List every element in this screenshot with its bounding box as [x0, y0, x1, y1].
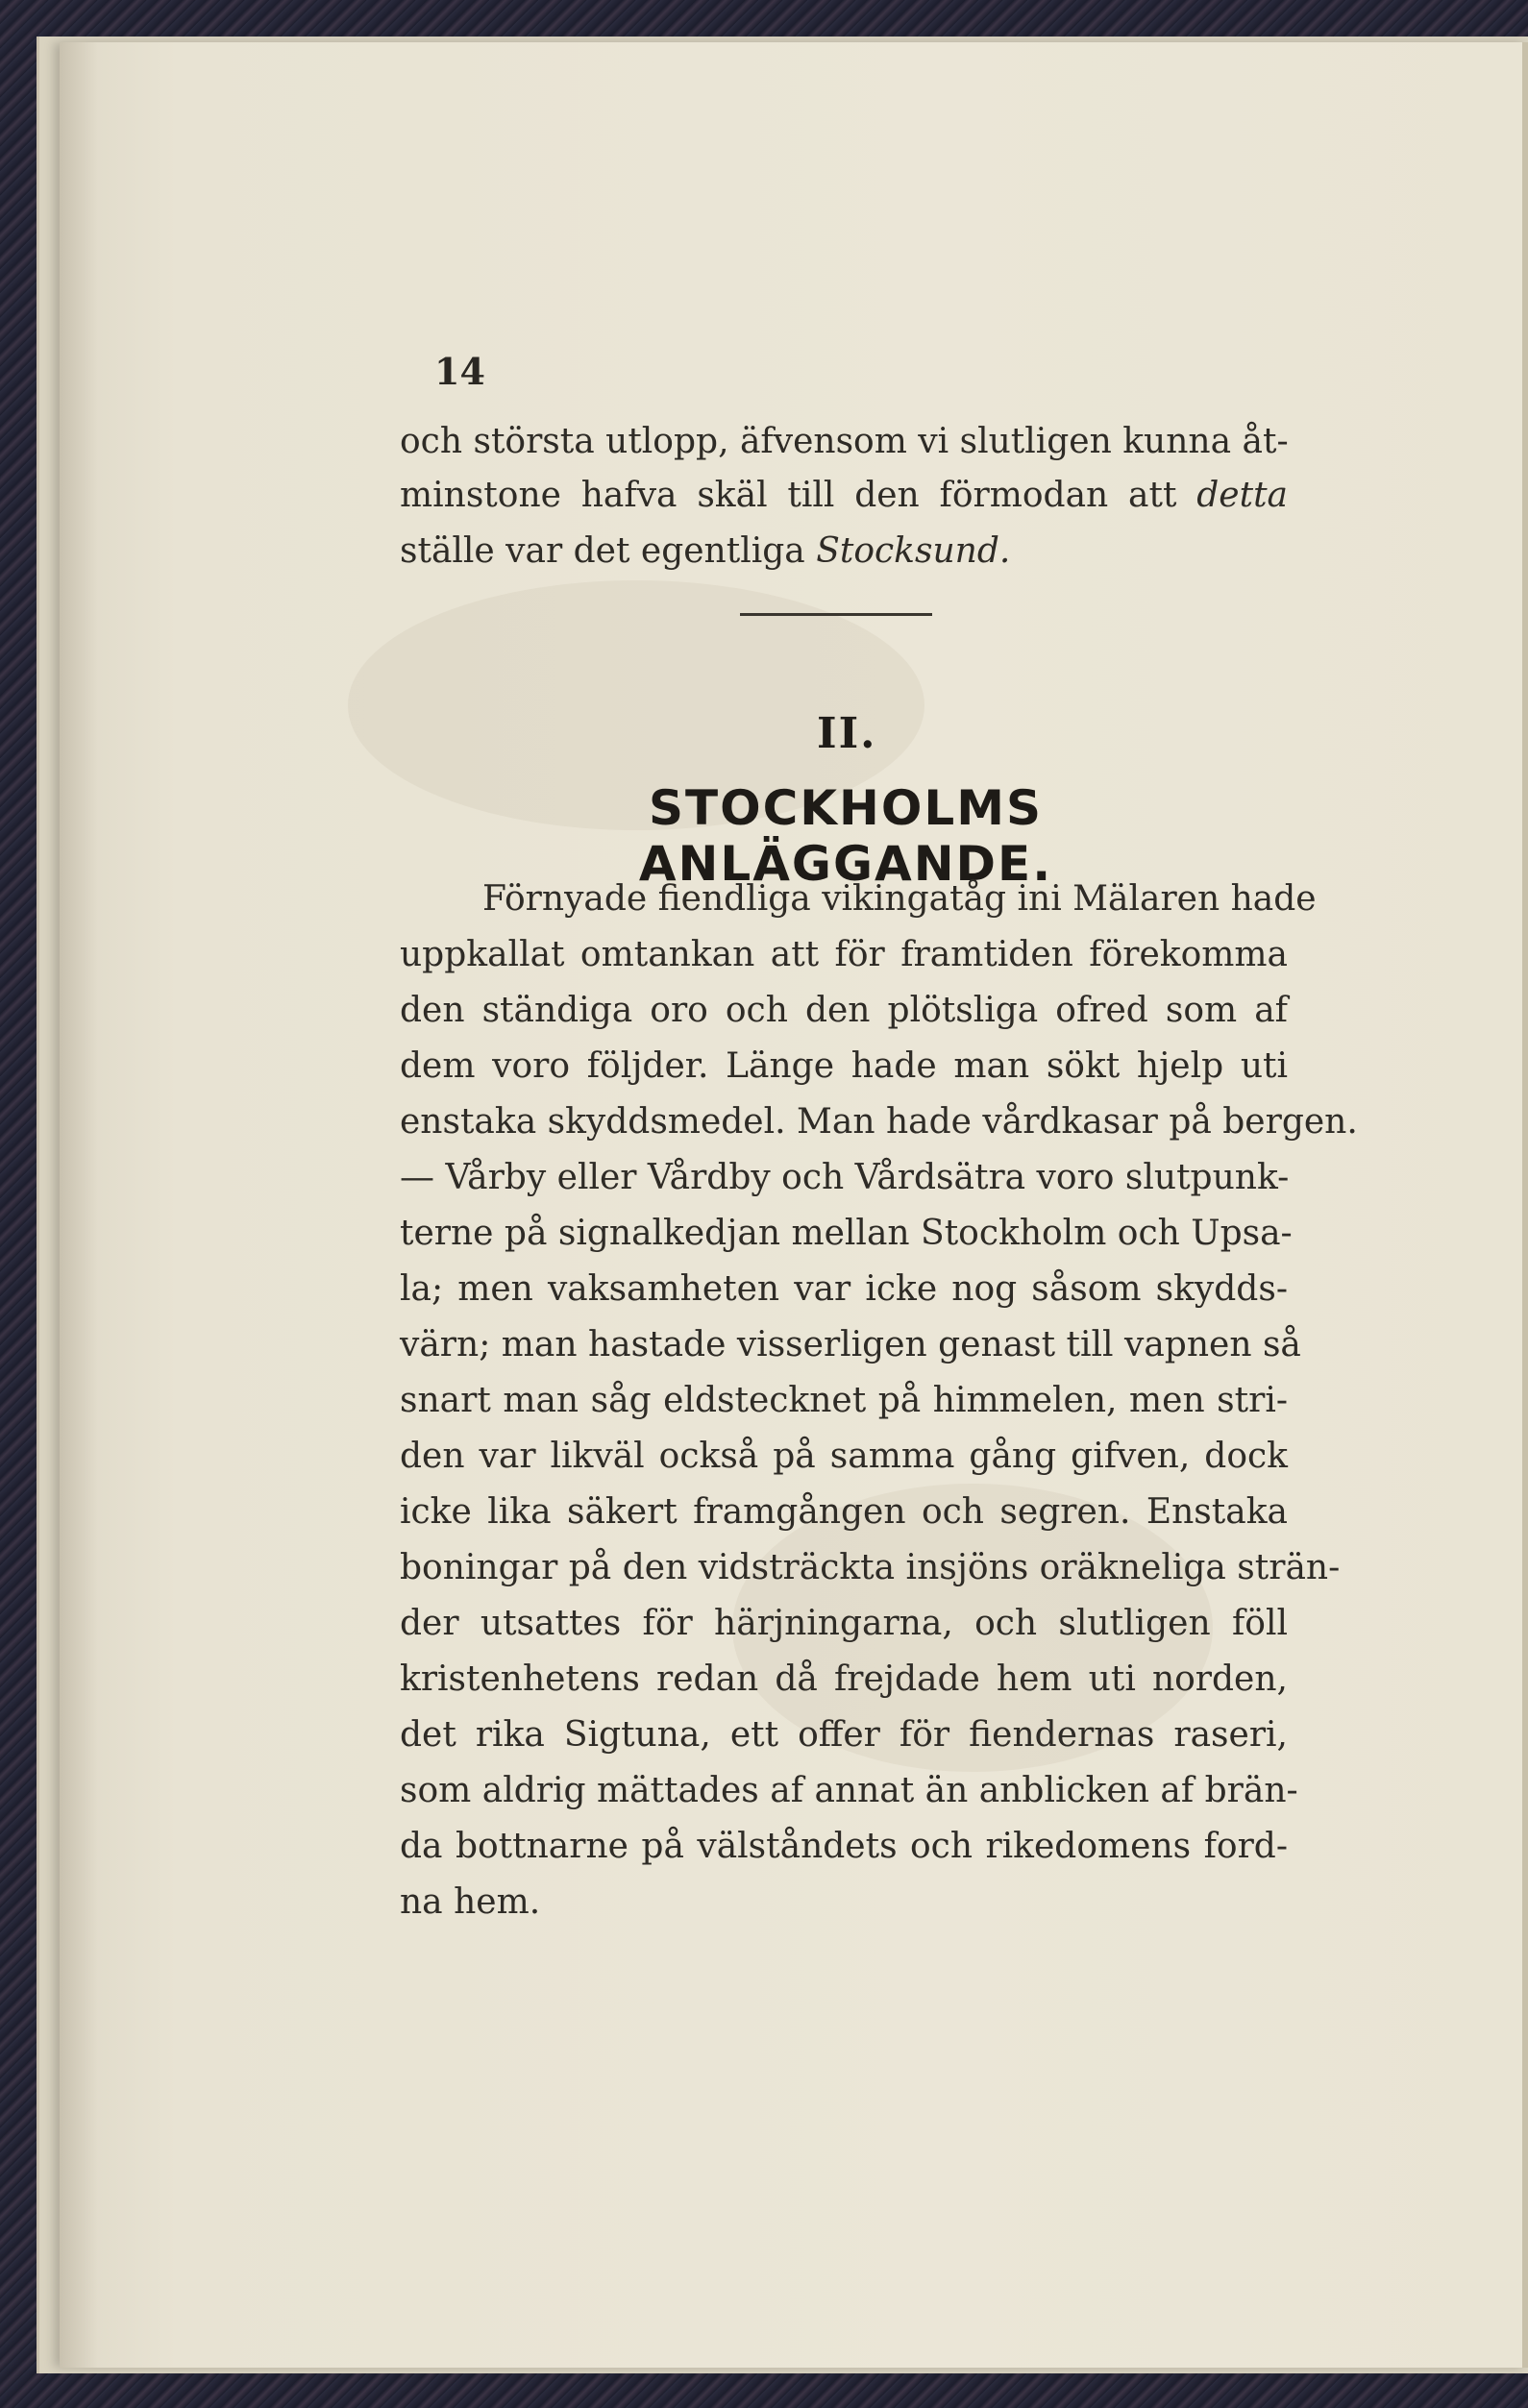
text-line: värn; man hastade visserligen genast till vapnen så — [400, 1325, 1301, 1364]
text-segment: minstone hafva skäl till den förmodan att — [400, 476, 1177, 515]
text-line: la; men vaksamheten var icke nog såsom skydds- — [400, 1269, 1288, 1309]
text-line: icke lika säkert framgången och segren. Enstaka — [400, 1492, 1288, 1532]
text-line: kristenhetens redan då frejdade hem uti norden, — [400, 1659, 1288, 1699]
text-line: da bottnarne på välståndets och rikedomens ford- — [400, 1827, 1288, 1866]
italic-word: Stocksund. — [816, 531, 1011, 571]
section-divider — [740, 613, 932, 616]
text-segment: ställe var det egentliga — [400, 531, 805, 571]
text-line: och största utlopp, äfvensom vi slutligen kunna åt- — [400, 422, 1289, 461]
text-line: uppkallat omtankan att för framtiden förekomma — [400, 935, 1288, 974]
section-title: STOCKHOLMS ANLÄGGANDE. — [638, 780, 1053, 892]
section-number: II. — [817, 709, 877, 758]
text-line: terne på signalkedjan mellan Stockholm och Upsa- — [400, 1214, 1293, 1253]
page-number: 14 — [434, 350, 485, 393]
text-line: det rika Sigtuna, ett offer för fiendernas raseri, — [400, 1715, 1288, 1755]
italic-word: detta — [1196, 476, 1288, 515]
text-line: — Vårby eller Vårdby och Vårdsätra voro slutpunk- — [400, 1158, 1290, 1197]
text-line: na hem. — [400, 1882, 541, 1922]
text-line: der utsattes för härjningarna, och slutligen föll — [400, 1604, 1288, 1643]
text-line — [400, 530, 1288, 573]
page-edge — [1522, 42, 1528, 2368]
text-line: den var likväl också på samma gång gifven, dock — [400, 1437, 1288, 1476]
text-line: boningar på den vidsträckta insjöns oräkneliga strän- — [400, 1548, 1341, 1587]
text-line: som aldrig mättades af annat än anblicken af brän- — [400, 1771, 1298, 1810]
text-line: snart man såg eldstecknet på himmelen, men stri- — [400, 1381, 1288, 1420]
text-line — [400, 475, 1288, 517]
text-line: dem voro följder. Länge hade man sökt hjelp uti — [400, 1046, 1288, 1086]
text-line: enstaka skyddsmedel. Man hade vårdkasar på bergen. — [400, 1102, 1358, 1142]
book-page — [60, 42, 1528, 2368]
text-line: Förnyade fiendliga vikingatåg ini Mälaren hade — [482, 879, 1317, 919]
text-line: den ständiga oro och den plötsliga ofred som af — [400, 991, 1288, 1030]
